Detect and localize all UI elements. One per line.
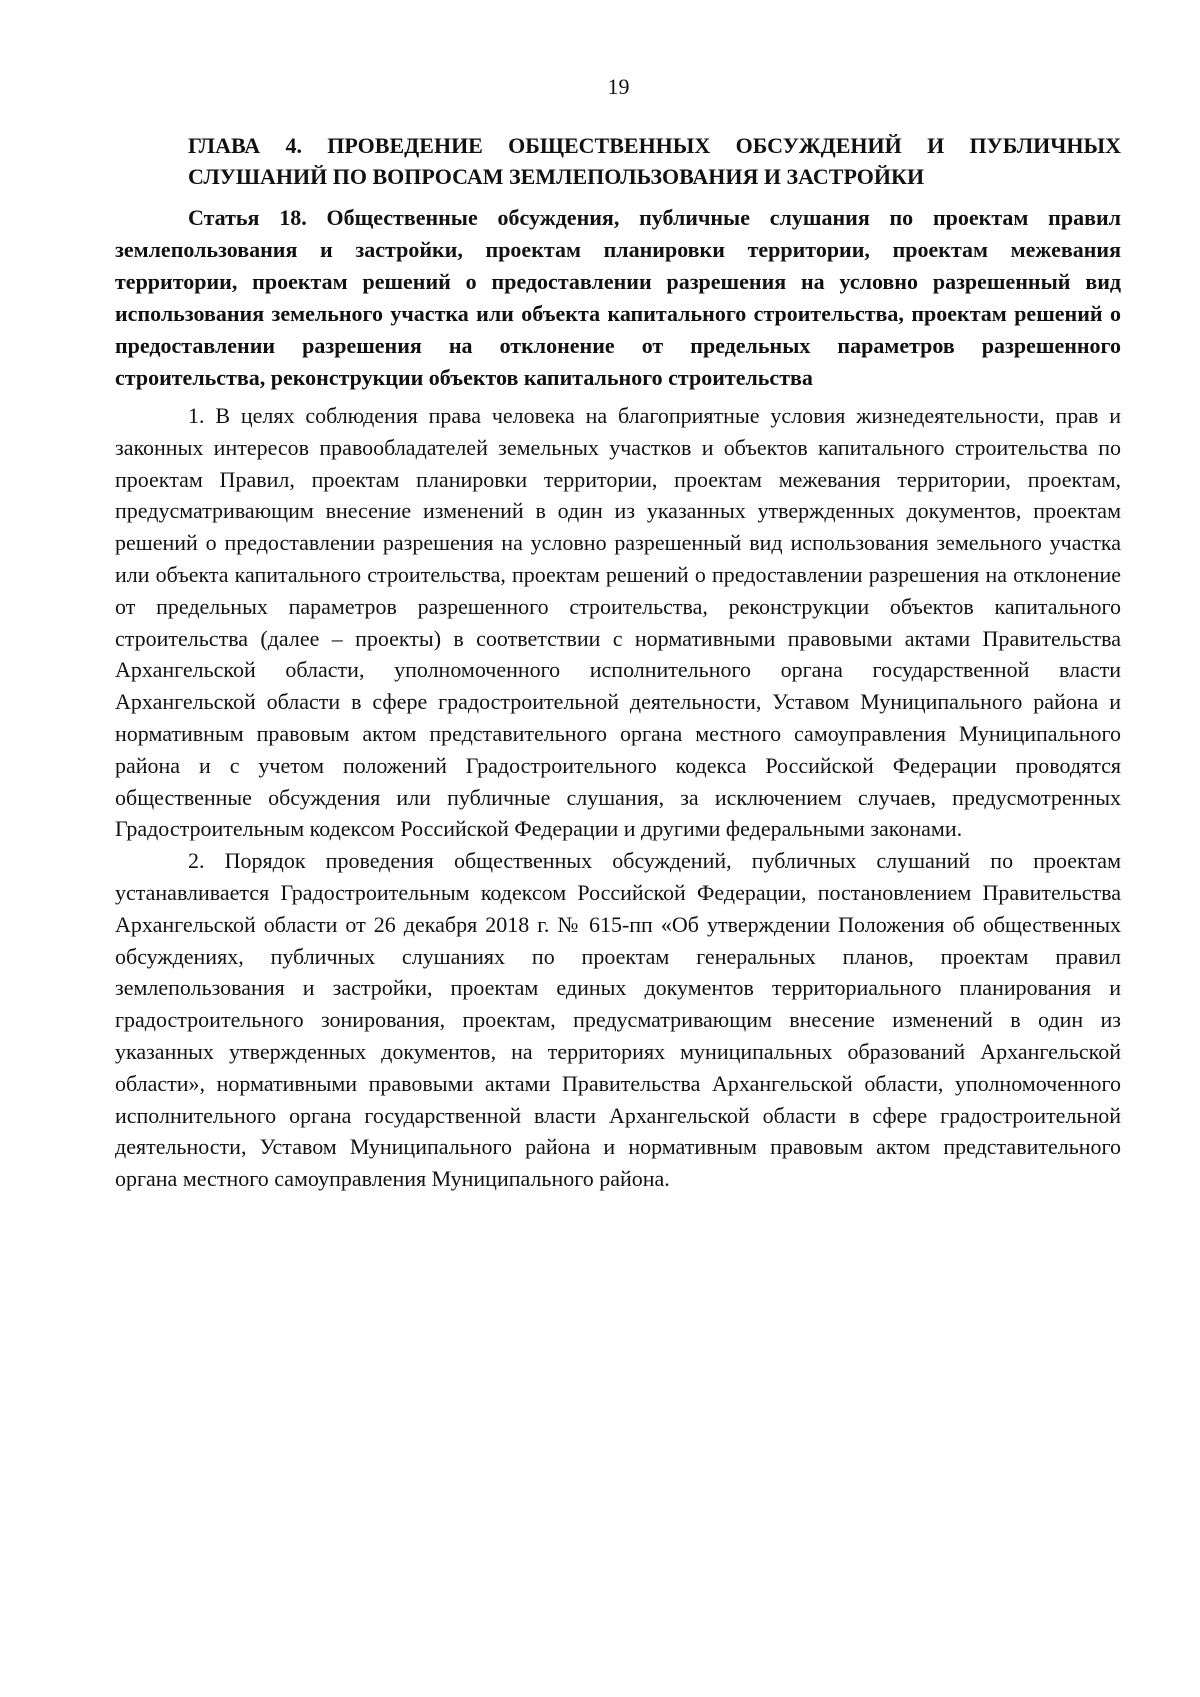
document-body	[115, 130, 1121, 1195]
page-number: 19	[607, 74, 630, 99]
chapter-heading: ГЛАВА 4. ПРОВЕДЕНИЕ ОБЩЕСТВЕННЫХ ОБСУЖДЕНИЙ И ПУБЛИЧНЫХ СЛУШАНИЙ ПО ВОПРОСАМ ЗЕМЛЕПОЛЬЗОВАНИЯ И ЗАСТРОЙКИ	[188, 133, 1121, 189]
paragraph-2: 2. Порядок проведения общественных обсуждений, публичных слушаний по проектам устанавливается Градостроительным кодексом Российской Федерации, постановлением Правительства Архангельской области от 26 декабря 2018 г. № 615-пп «Об утверждении Положения об общественных обсуждениях, публичных слушаниях по проектам генеральных планов, проектам правил землепользования и застройки, проектам единых документов территориального планирования и градостроительного зонирования, проектам, предусматривающим внесение изменений в один из указанных утвержденных документов, на территориях муниципальных образований Архангельской области», нормативными правовыми актами Правительства Архангельской области, уполномоченного исполнительного органа государственной власти Архангельской области в сфере градостроительной деятельности, Уставом Муниципального района и нормативным правовым актом представительного органа местного самоуправления Муниципального района.	[115, 848, 1121, 1192]
article-heading: Статья 18. Общественные обсуждения, публичные слушания по проектам правил землепользования и застройки, проектам планировки территории, проектам межевания территории, проектам решений о предоставлении разрешения на условно разрешенный вид использования земельного участка или объекта капитального строительства, проектам решений о предоставлении разрешения на отклонение от предельных параметров разрешенного строительства, реконструкции объектов капитального строительства	[115, 205, 1121, 390]
paragraph-1: 1. В целях соблюдения права человека на благоприятные условия жизнедеятельности, прав и законных интересов правообладателей земельных участков и объектов капитального строительства по проектам Правил, проектам планировки территории, проектам межевания территории, проектам, предусматривающим внесение изменений в один из указанных утвержденных документов, проектам решений о предоставлении разрешения на условно разрешенный вид использования земельного участка или объекта капитального строительства, проектам решений о предоставлении разрешения на отклонение от предельных параметров разрешенного строительства, реконструкции объектов капитального строительства (далее – проекты) в соответствии с нормативными правовыми актами Правительства Архангельской области, уполномоченного исполнительного органа государственной власти Архангельской области в сфере градостроительной деятельности, Уставом Муниципального района и нормативным правовым актом представительного органа местного самоуправления Муниципального района и с учетом положений Градостроительного кодекса Российской Федерации проводятся общественные обсуждения или публичные слушания, за исключением случаев, предусмотренных Градостроительным кодексом Российской Федерации и другими федеральными законами.	[115, 403, 1121, 842]
